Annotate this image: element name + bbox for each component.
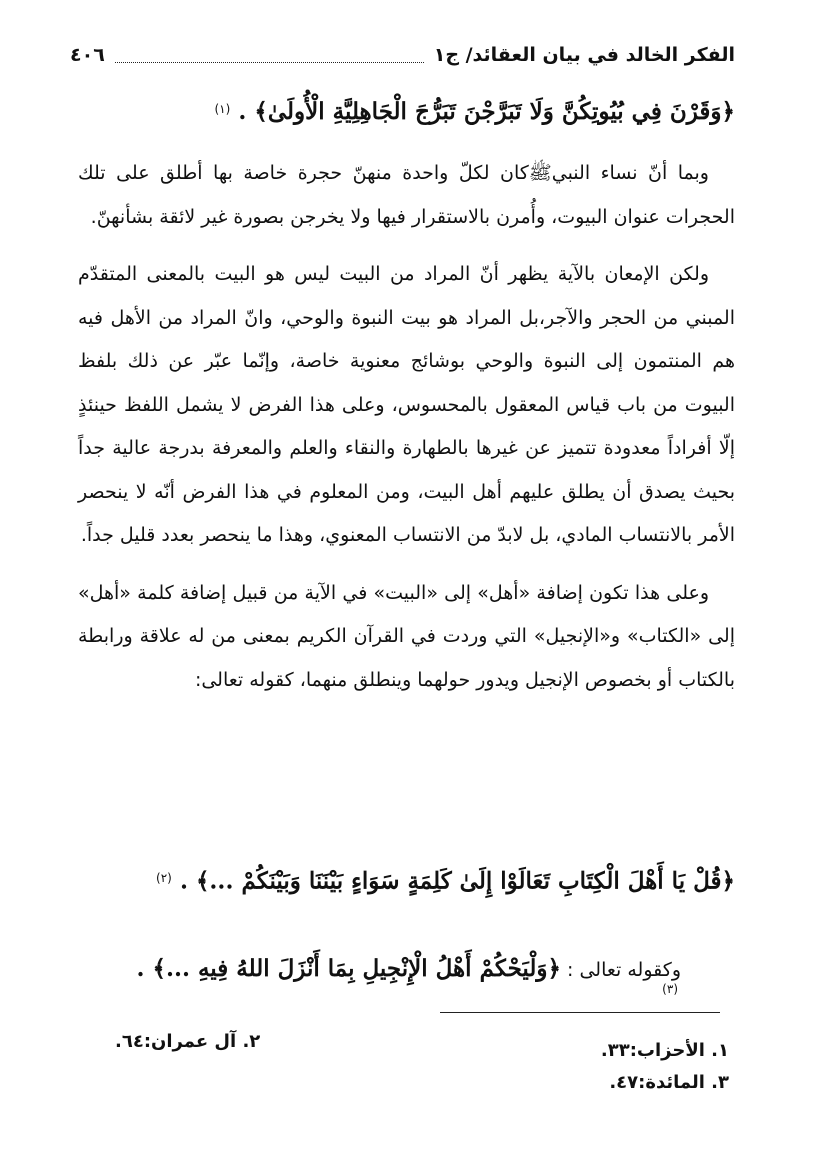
page-header <box>70 40 735 70</box>
footnote-mark-2: (٢) <box>156 871 172 885</box>
paragraph-1: وبما أنّ نساء النبيﷺكان لكلّ واحدة منهنّ حجرة خاصة بها أطلق على تلك الحجرات عنوان البيوت، وأُمرن بالاستقرار فيها ولا يخرجن بصورة غير لائقة بشأنهنّ. <box>78 162 735 228</box>
footnote-mark-1: (١) <box>214 101 231 116</box>
footnote-1: ١. الأحزاب:٣٣. <box>600 1040 729 1061</box>
paragraph-3: وعلى هذا تكون إضافة «أهل» إلى «البيت» في الآية من قبيل إضافة كلمة «أهل» إلى «الكتاب» و«الإنجيل» التي وردت في القرآن الكريم بمعنى من له علاقة ورابطة بالكتاب أو بخصوص الإنجيل ويدور حولهما وينطلق منهما، كقوله تعالى: <box>78 581 735 691</box>
opening-verse-line <box>90 98 735 125</box>
quote-verse-1: ﴿قُلْ يَا أَهْلَ الْكِتَابِ تَعَالَوْا إِلَىٰ كَلِمَةٍ سَوَاءٍ بَيْنَنَا وَبَيْنَكُمْ ...﴾ . <box>179 867 735 895</box>
quote-verse-2-block <box>120 955 681 1005</box>
footnote-mark-3: (٣) <box>662 982 678 996</box>
header-dotted-rule <box>115 48 424 63</box>
footnote-separator <box>440 1012 720 1013</box>
quote-verse-2-intro: وكقوله تعالى : <box>567 959 681 981</box>
quote-verse-2: ﴿وَلْيَحْكُمْ أَهْلُ الْإِنْجِيلِ بِمَا أَنْزَلَ اللهُ فِيهِ ...﴾ . <box>136 955 561 982</box>
opening-verse: ﴿وَقَرْنَ فِي بُيُوتِكُنَّ وَلَا تَبَرَّجْنَ تَبَرُّجَ الْجَاهِلِيَّةِ الْأُولَىٰ﴾ . <box>238 98 735 125</box>
body-text <box>78 152 735 716</box>
running-title: الفكر الخالد في بيان العقائد/ ج١ <box>433 44 735 66</box>
footnote-3: ٣. المائدة:٤٧. <box>609 1072 729 1093</box>
paragraph-2: ولكن الإمعان بالآية يظهر أنّ المراد من البيت ليس هو البيت بالمعنى المتقدّم المبني من الحجر والآجر،بل المراد هو بيت النبوة والوحي، وانّ المراد من الأهل فيه هم المنتمون إلى النبوة والوحي بوشائج معنوية خاصة، وإنّما عبّر عن ذلك بلفظ البيوت من باب قياس المعقول بالمحسوس، وعلى هذا الفرض لا يشمل اللفظ حينئذٍ إلّا أفراداً معدودة تتميز عن غيرها بالطهارة والنقاء والعلم والمعرفة بدرجة عالية جداً بحيث يصدق أن يطلق عليهم أهل البيت، ومن المعلوم في هذا الفرض أنّه لا ينحصر الأمر بالانتساب المادي، بل لابدّ من الانتساب المعنوي، وهذا ما ينحصر بعدد قليل جداً. <box>78 263 735 546</box>
quote-verse-1-block <box>78 852 735 909</box>
page-number: ٤٠٦ <box>70 44 105 66</box>
footnote-2: ٢. آل عمران:٦٤. <box>115 1031 261 1052</box>
